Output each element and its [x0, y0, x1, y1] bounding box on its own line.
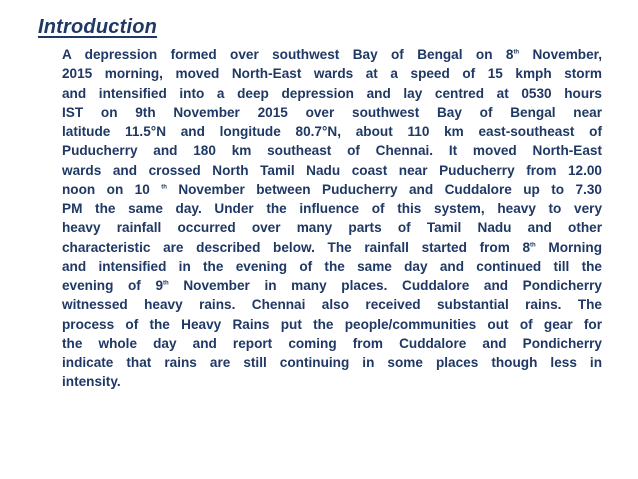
paragraph-line	[62, 257, 602, 276]
text-run: indicate that rains are still continuing in some places though less in	[62, 355, 602, 370]
paragraph-line	[62, 64, 602, 83]
text-run: intensity.	[62, 374, 121, 390]
text-run: heavy rainfall occurred over many parts of Tamil Nadu and other	[62, 220, 602, 236]
text-run: Morning	[535, 239, 602, 255]
text-run: A depression formed over southwest Bay of Bengal on 8	[62, 47, 514, 62]
paragraph-line	[62, 315, 602, 334]
paragraph-line	[62, 372, 602, 391]
paragraph-line	[62, 353, 602, 372]
paragraph-line	[62, 334, 602, 353]
text-run: the whole day and report coming from Cuddalore and Pondicherry	[62, 335, 602, 351]
text-run: Puducherry and 180 km southeast of Chennai. It moved North-East	[62, 143, 602, 159]
text-run: noon on 10	[62, 181, 162, 197]
ordinal-superscript: th	[530, 241, 536, 248]
text-run: latitude 11.5°N and longitude 80.7°N, about 110 km east-southeast of	[62, 124, 602, 139]
text-run: witnessed heavy rains. Chennai also received substantial rains. The	[62, 297, 602, 313]
paragraph-line	[62, 276, 602, 295]
text-run: November in many places. Cuddalore and Pondicherry	[168, 278, 602, 293]
text-run: characteristic are described below. The rainfall started from 8	[62, 239, 531, 255]
paragraph-line	[62, 295, 602, 314]
text-run: PM the same day. Under the influence of this system, heavy to very	[62, 201, 602, 216]
ordinal-superscript: th	[161, 184, 167, 191]
text-run: evening of 9	[62, 278, 164, 293]
paragraph-line	[62, 180, 602, 199]
text-run: wards and crossed North Tamil Nadu coast near Puducherry from 12.00	[62, 162, 602, 178]
ordinal-superscript: th	[163, 280, 169, 287]
paragraph-line	[62, 161, 602, 180]
paragraph-line	[62, 103, 602, 122]
paragraph-line	[62, 45, 602, 64]
text-run: November,	[519, 47, 602, 62]
paragraph-line	[62, 84, 602, 103]
paragraph-line	[62, 218, 602, 237]
introduction-paragraph	[62, 45, 602, 392]
text-run: and intensified into a deep depression and lay centred at 0530 hours	[62, 85, 602, 101]
paragraph-line	[62, 238, 602, 257]
text-run: process of the Heavy Rains put the people/communities out of gear for	[62, 316, 602, 332]
text-run: November between Puducherry and Cuddalore up to 7.30	[166, 181, 602, 197]
paragraph-line	[62, 122, 602, 141]
paragraph-line	[62, 141, 602, 160]
text-run: 2015 morning, moved North-East wards at a speed of 15 kmph storm	[62, 66, 602, 82]
ordinal-superscript: th	[513, 49, 520, 56]
text-run: and intensified in the evening of the same day and continued till the	[62, 258, 602, 274]
slide-title: Introduction	[38, 16, 158, 38]
paragraph-line	[62, 199, 602, 218]
text-run: IST on 9th November 2015 over southwest Bay of Bengal near	[62, 104, 602, 120]
